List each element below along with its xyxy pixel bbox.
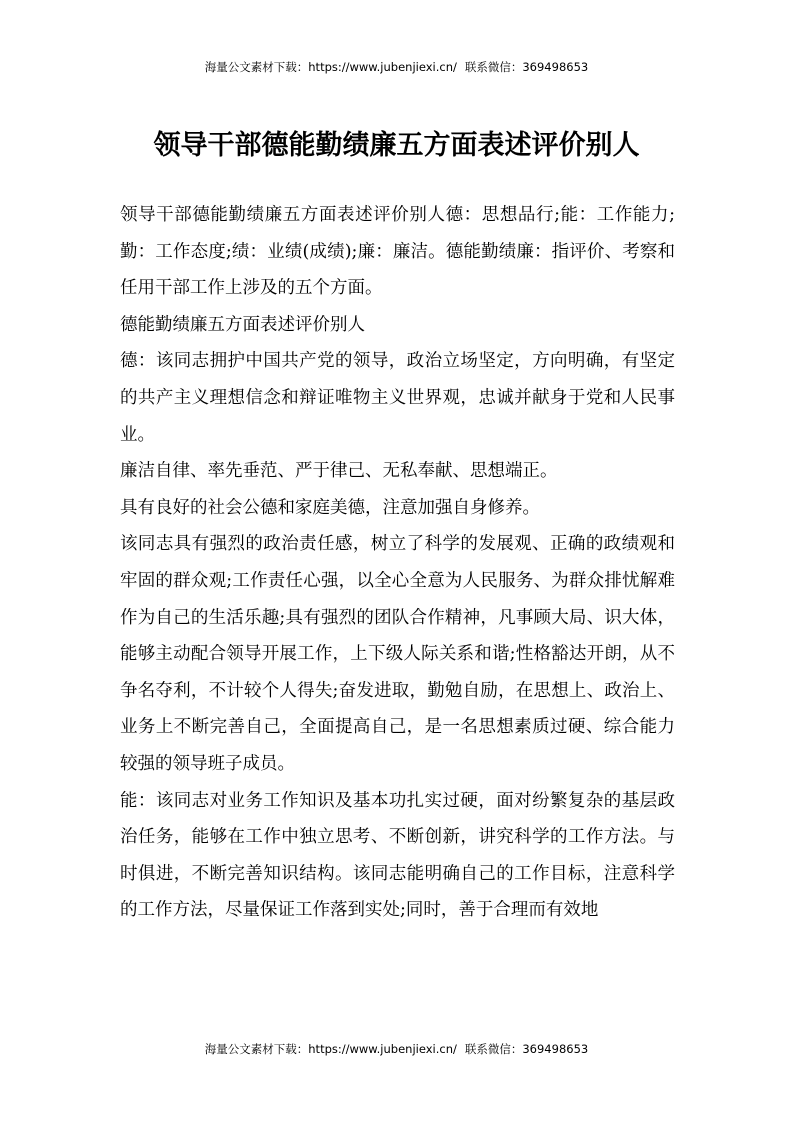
footer-download-label: 海量公文素材下载： (204, 1042, 309, 1056)
footer-wechat-label: 联系微信： (464, 1042, 523, 1056)
document-title: 领导干部德能勤绩廉五方面表述评价别人 (153, 130, 640, 161)
paragraph: 具有良好的社会公德和家庭美德，注意加强自身修养。 (120, 497, 540, 518)
footer-url-link[interactable]: https://www.jubenjiexi.cn/ (308, 1042, 457, 1056)
header-download-label: 海量公文素材下载： (204, 60, 309, 74)
page-footer (0, 1042, 793, 1056)
footer-wechat-id: 369498653 (522, 1042, 589, 1056)
document-body (120, 197, 675, 929)
paragraph: 廉洁自律、率先垂范、严于律己、无私奉献、思想端正。 (120, 461, 558, 482)
header-wechat-label: 联系微信： (464, 60, 523, 74)
paragraph: 领导干部德能勤绩廉五方面表述评价别人德：思想品行;能：工作能力;勤：工作态度;绩：业绩(成绩);廉：廉洁。德能勤绩廉：指评价、考察和任用干部工作上涉及的五个方面。 (120, 205, 675, 299)
paragraph: 德：该同志拥护中国共产党的领导，政治立场坚定，方向明确，有坚定的共产主义理想信念和辩证唯物主义世界观，忠诚并献身于党和人民事业。 (120, 351, 675, 445)
page-header (0, 60, 793, 74)
paragraph: 德能勤绩廉五方面表述评价别人 (120, 314, 365, 335)
header-url-link[interactable]: https://www.jubenjiexi.cn/ (308, 60, 457, 74)
paragraph: 能：该同志对业务工作知识及基本功扎实过硬，面对纷繁复杂的基层政治任务，能够在工作中独立思考、不断创新，讲究科学的工作方法。与时俱进，不断完善知识结构。该同志能明确自己的工作目标，注意科学的工作方法，尽量保证工作落到实处;同时，善于合理而有效地 (120, 790, 675, 921)
paragraph: 该同志具有强烈的政治责任感，树立了科学的发展观、正确的政绩观和牢固的群众观;工作责任心强，以全心全意为人民服务、为群众排忧解难作为自己的生活乐趣;具有强烈的团队合作精神，凡事顾大局、识大体，能够主动配合领导开展工作，上下级人际关系和谐;性格豁达开朗，从不争名夺利，不计较个人得失;奋发进取，勤勉自励，在思想上、政治上、业务上不断完善自己，全面提高自己，是一名思想素质过硬、综合能力较强的领导班子成员。 (120, 534, 675, 774)
header-wechat-id: 369498653 (522, 60, 589, 74)
